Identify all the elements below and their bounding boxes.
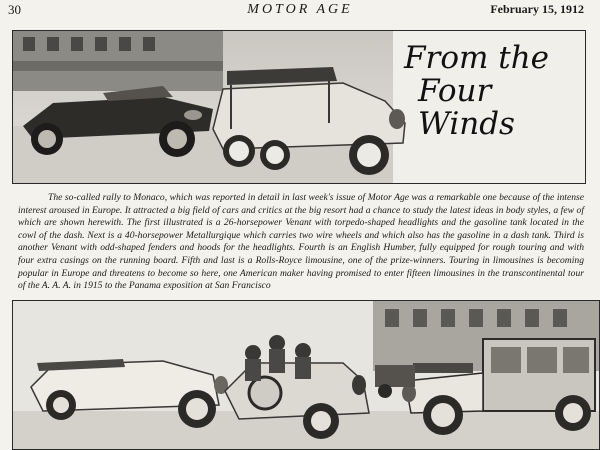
issue-date: February 15, 1912 (490, 2, 584, 16)
page-header (0, 0, 600, 22)
page-number: 30 (8, 2, 21, 17)
article-caption: The so-called rally to Monaco, which was reported in detail in last week's issue of Motor Age was a remarkable one because of the intense interest aroused in Europe. It attracted a big field of cars and critics at the big resort had a chance to study the latest ideas in body styles, a few of which are shown herewith. The first illustrated is a 26-horsepower Venant with torpedo-shaped headlights and the gasoline tank located in the cowl of the dash. Next is a 40-horsepower Metallurgique which carries two wire wheels and which also has the gasoline in a dash tank. Third is another Venant with odd-shaped fenders and hoods for the headlights. Fourth is an English Humber, fully equipped for rough touring and with four extra casings on the running board. Fifth and last is a Rolls-Royce limousine, one of the prize-winners. Touring in limousines is becoming popular in Europe and threatens to become so here, one American maker having promised to enter fifteen limousines in the transcontinental tour of the A. A. A. in 1915 to the Panama exposition at San Francisco (18, 192, 584, 292)
bottom-photo (12, 300, 600, 450)
title-line-2: Four Winds (418, 73, 515, 142)
bottom-photo-illustration (13, 301, 599, 449)
magazine-title: MOTOR AGE (247, 2, 353, 17)
article-title (398, 42, 578, 141)
title-line-1: From the (404, 40, 550, 76)
